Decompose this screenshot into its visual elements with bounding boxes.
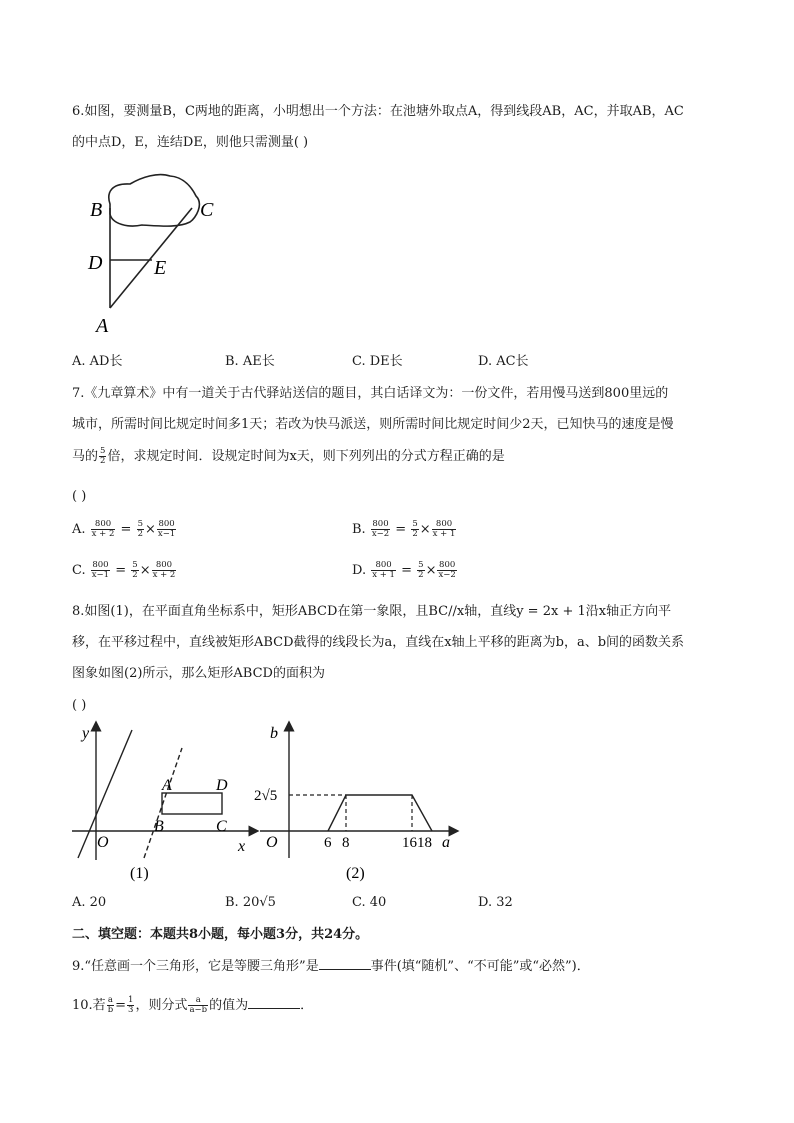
label-a: A (96, 315, 109, 337)
frac-den: 2 (100, 456, 106, 466)
frac-num: a (188, 996, 208, 1006)
q10-prefix: 10.若 (72, 998, 106, 1013)
fig2-tick-6: 6 (324, 835, 332, 851)
fig1-label-x: x (238, 838, 246, 855)
fig1-label-a: A (162, 777, 172, 794)
frac-den: 3 (128, 1005, 134, 1015)
q7-line3-prefix: 马的 (72, 449, 99, 464)
q8-line2: 移，在平移过程中，直线被矩形ABCD截得的线段长为a，直线在x轴上平移的距离为b，a、b间的函数关系 (72, 635, 685, 650)
times-sign: × (139, 563, 151, 578)
q9-before: 9.“任意画一个三角形，它是等腰三角形”是 (72, 959, 319, 974)
frac-num: 800 (432, 520, 457, 530)
frac-den: 2 (132, 570, 138, 580)
frac-num: 800 (372, 519, 389, 529)
label-b: B (90, 199, 103, 221)
q9-after: 事件(填“随机”、“不可能”或“必然”)． (370, 959, 590, 974)
rectangle-abcd (162, 793, 222, 814)
k-frac (411, 520, 418, 539)
fig2-label-o: O (266, 834, 278, 851)
equals-sign: = (115, 563, 127, 578)
q8-line1: 8.如图(1)，在平面直角坐标系中，矩形ABCD在第一象限，且BC//x轴，直线y = 2x + 1沿x轴正方向平 (72, 604, 672, 619)
k-frac (417, 561, 424, 580)
q6-pond-figure (80, 168, 230, 340)
q8-option-a: A. 20 (72, 895, 107, 910)
shifted-line (144, 748, 182, 858)
label-d: D (88, 252, 103, 274)
q8-paren: ( ) (72, 698, 87, 713)
rhs-frac (152, 561, 177, 580)
q10-frac-expression (188, 996, 208, 1015)
option-label: D. (352, 563, 367, 578)
frac-den: x + 1 (432, 529, 456, 539)
q8-option-d: D. 32 (478, 895, 513, 910)
pond-outline (109, 175, 200, 227)
frac-num: a (107, 995, 113, 1005)
fig2-caption: (2) (346, 865, 365, 882)
equals-sign: = (120, 522, 132, 537)
k-frac (131, 561, 138, 580)
fig1-label-o: O (97, 834, 109, 851)
q7-line3-suffix: 倍，求规定时间．设规定时间为x天，则下列列出的分式方程正确的是 (107, 449, 505, 464)
frac-den: 2 (137, 529, 144, 539)
q7-option-a (72, 520, 177, 539)
fig1-label-d: D (216, 777, 228, 794)
q10-end: ． (300, 998, 314, 1013)
equals-sign: = (395, 522, 407, 537)
q8-figure-1 (70, 720, 260, 888)
q10-eq: = (115, 998, 127, 1013)
fig1-caption: (1) (130, 865, 149, 882)
q8-option-b: B. 20√5 (225, 895, 276, 910)
frac-den: a−b (189, 1005, 208, 1015)
q10-answer-blank[interactable] (248, 996, 300, 1009)
label-c: C (200, 199, 214, 221)
q7-five-halves (99, 447, 106, 466)
frac-num: 5 (137, 519, 144, 529)
frac-num: 5 (132, 560, 138, 570)
lhs-frac (371, 561, 396, 580)
equals-sign: = (401, 563, 413, 578)
option-label: C. (72, 563, 86, 578)
q10-frac-1-3 (127, 996, 134, 1015)
q10-mid: ，则分式 (135, 998, 188, 1013)
frac-num: 800 (371, 561, 396, 571)
q8-figure-2 (252, 720, 462, 888)
q7-option-c (72, 561, 177, 580)
times-sign: × (419, 522, 431, 537)
function-graph (328, 795, 432, 831)
frac-num: 1 (128, 995, 134, 1005)
q9-answer-blank[interactable] (319, 957, 371, 970)
rhs-frac (432, 520, 457, 539)
q10-frac-a-b (107, 996, 114, 1015)
frac-num: 5 (412, 519, 418, 529)
q9-line (72, 957, 590, 976)
frac-den: x + 2 (152, 570, 176, 580)
option-label: A. (72, 522, 86, 537)
frac-num: 800 (439, 560, 456, 570)
q6-option-b: B. AE长 (225, 354, 275, 369)
frac-den: x + 2 (91, 529, 115, 539)
fig2-label-b: b (270, 725, 278, 742)
q8-line3: 图象如图(2)所示，那么矩形ABCD的面积为 (72, 666, 325, 681)
q6-option-a: A. AD长 (72, 354, 123, 369)
lhs-frac (91, 520, 116, 539)
times-sign: × (425, 563, 437, 578)
fig2-tick-1618: 1618 (402, 835, 432, 851)
q7-line2: 城市，所需时间比规定时间多1天；若改为快马派送，则所需时间比规定时间少2天，已知快马的速度是慢 (72, 417, 674, 432)
fig1-label-c: C (216, 818, 227, 835)
rhs-frac (437, 561, 456, 580)
section-2-heading: 二、填空题：本题共8小题，每小题3分，共24分。 (72, 927, 369, 942)
frac-den: b (107, 1005, 114, 1015)
frac-num: 5 (100, 446, 106, 456)
frac-den: 2 (412, 529, 418, 539)
q7-line1: 7.《九章算术》中有一道关于古代驿站送信的题目，其白话译文为：一份文件，若用慢马送到800里远的 (72, 386, 669, 401)
frac-num: 800 (158, 519, 175, 529)
frac-num: 800 (91, 520, 116, 530)
lhs-frac (371, 520, 390, 539)
segment-ac (110, 208, 192, 308)
q7-option-d (352, 561, 458, 580)
fig1-label-b: B (154, 818, 164, 835)
option-label: B. (352, 522, 366, 537)
frac-den: x−2 (371, 529, 390, 539)
q6-option-d: D. AC长 (478, 354, 529, 369)
times-sign: × (145, 522, 156, 537)
frac-den: x−1 (157, 529, 176, 539)
frac-num: 800 (92, 560, 109, 570)
q10-suffix: 的值为 (209, 998, 249, 1013)
q6-line2: 的中点D，E，连结DE，则他只需测量( ) (72, 135, 309, 150)
q7-option-b (352, 520, 457, 539)
q10-line (72, 996, 313, 1015)
q6-option-c: C. DE长 (352, 354, 403, 369)
q8-option-c: C. 40 (352, 895, 387, 910)
fig2-label-a: a (442, 834, 450, 851)
q6-line1: 6.如图，要测量B，C两地的距离，小明想出一个方法：在池塘外取点A，得到线段AB，AC，并取AB，AC (72, 104, 684, 119)
lhs-frac (91, 561, 110, 580)
frac-den: 2 (418, 570, 424, 580)
fig1-label-y: y (82, 725, 90, 742)
fig2-tick-8: 8 (342, 835, 350, 851)
frac-den: x−2 (438, 570, 456, 580)
frac-num: 5 (418, 560, 424, 570)
frac-den: x−1 (91, 570, 110, 580)
label-e: E (154, 257, 167, 279)
rhs-frac (157, 520, 176, 539)
q7-line3 (72, 447, 505, 466)
frac-den: x + 1 (372, 570, 395, 580)
frac-num: 800 (152, 561, 177, 571)
fig2-label-2root5: 2√5 (254, 788, 278, 804)
k-frac (137, 520, 144, 539)
q7-paren: ( ) (72, 489, 87, 504)
